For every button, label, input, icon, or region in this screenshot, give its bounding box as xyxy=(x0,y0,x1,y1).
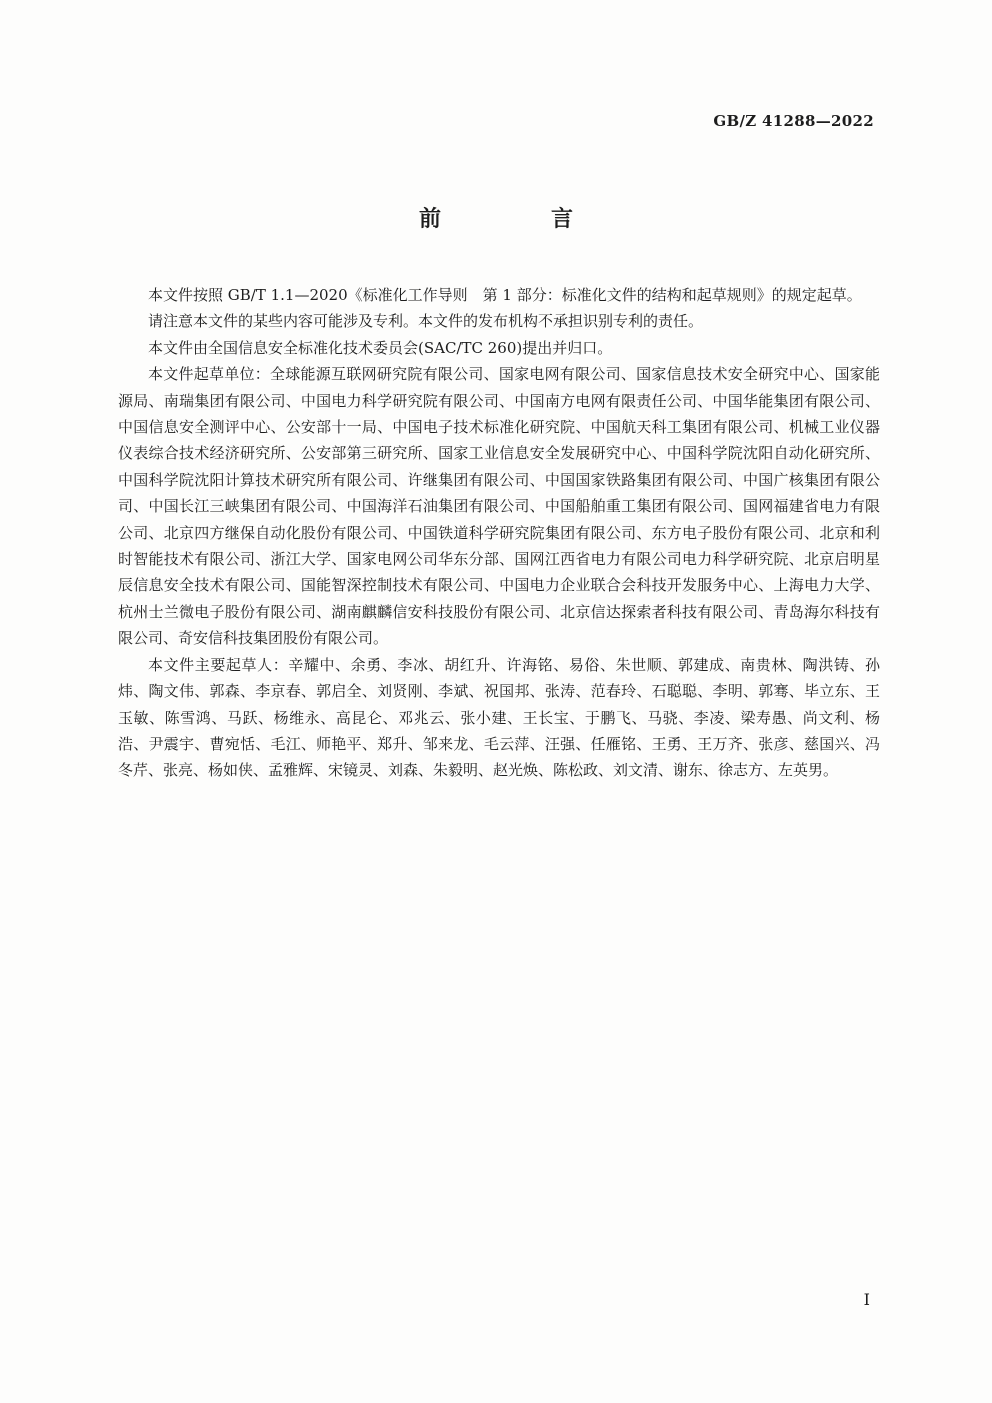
paragraph-proposer: 本文件由全国信息安全标准化技术委员会(SAC/TC 260)提出并归口。 xyxy=(148,338,613,357)
paragraph-patent-notice: 请注意本文件的某些内容可能涉及专利。本文件的发布机构不承担识别专利的责任。 xyxy=(148,312,704,331)
foreword-body xyxy=(118,282,880,784)
page-number: I xyxy=(863,1290,870,1309)
paragraph-drafting-rules: 本文件按照 GB/T 1.1—2020《标准化工作导则 第 1 部分：标准化文件的结构和起草规则》的规定起草。 xyxy=(148,286,862,304)
paragraph-main-drafters: 本文件主要起草人：辛耀中、余勇、李冰、胡红升、许海铭、易俗、朱世顺、郭建成、南贵林、陶洪铸、孙炜、陶文伟、郭森、李京春、郭启全、刘贤刚、李斌、祝国邦、张涛、范春玲、石聪聪、李明、郭骞、毕立东、王玉敏、陈雪鸿、马跃、杨维永、高昆仑、邓兆云、张小建、王长宝、于鹏飞、马骁、李凌、梁寿愚、尚文利、杨浩、尹震宇、曹宛恬、毛江、师艳平、郑升、邹来龙、毛云萍、汪强、任雁铭、王勇、王万齐、张彦、慈国兴、冯冬芹、张亮、杨如侠、孟雅辉、宋镜灵、刘森、朱毅明、赵光焕、陈松政、刘文清、谢东、徐志方、左英男。 xyxy=(118,655,880,780)
paragraph-drafting-units: 本文件起草单位：全球能源互联网研究院有限公司、国家电网有限公司、国家信息技术安全研究中心、国家能源局、南瑞集团有限公司、中国电力科学研究院有限公司、中国南方电网有限责任公司、中国华能集团有限公司、中国信息安全测评中心、公安部十一局、中国电子技术标准化研究院、中国航天科工集团有限公司、机械工业仪器仪表综合技术经济研究所、公安部第三研究所、国家工业信息安全发展研究中心、中国科学院沈阳自动化研究所、中国科学院沈阳计算技术研究所有限公司、许继集团有限公司、中国国家铁路集团有限公司、中国广核集团有限公司、中国长江三峡集团有限公司、中国海洋石油集团有限公司、中国船舶重工集团有限公司、国网福建省电力有限公司、北京四方继保自动化股份有限公司、中国铁道科学研究院集团有限公司、东方电子股份有限公司、北京和利时智能技术有限公司、浙江大学、国家电网公司华东分部、国网江西省电力有限公司电力科学研究院、北京启明星辰信息安全技术有限公司、国能智深控制技术有限公司、中国电力企业联合会科技开发服务中心、上海电力大学、杭州士兰微电子股份有限公司、湖南麒麟信安科技股份有限公司、北京信达探索者科技有限公司、青岛海尔科技有限公司、奇安信科技集团股份有限公司。 xyxy=(118,365,880,648)
foreword-title: 前 言 xyxy=(418,206,617,232)
standard-number: GB/Z 41288—2022 xyxy=(713,112,874,130)
